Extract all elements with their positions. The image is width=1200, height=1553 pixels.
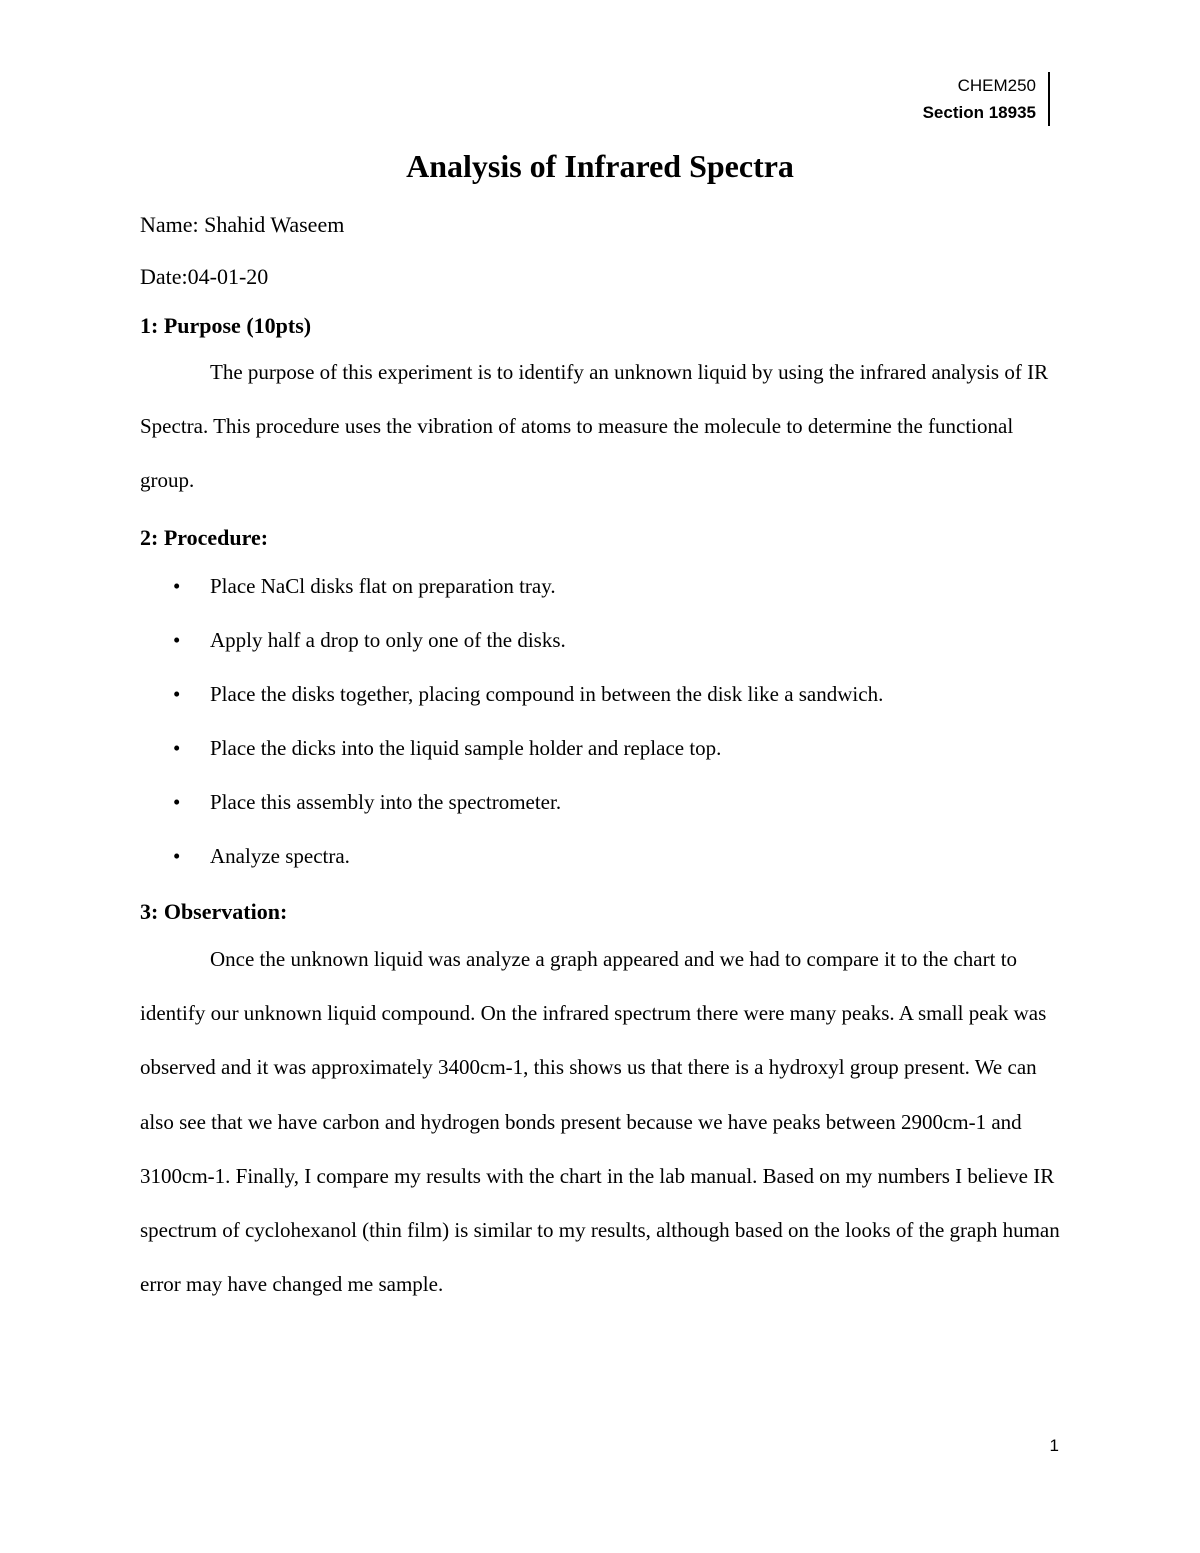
purpose-heading: 1: Purpose (10pts) (140, 313, 312, 338)
procedure-step: Apply half a drop to only one of the disks. (210, 628, 566, 652)
observation-paragraph: Once the unknown liquid was analyze a graph appeared and we had to compare it to the chart to identify our unknown liquid compound. On the infrared spectrum there were many peaks. A small peak was observed and it was approximately 3400cm-1, this shows us that there is a hydroxyl group present. We can also see that we have carbon and hydrogen bonds present because we have peaks between 2900cm-1 and 3100cm-1. Finally, I compare my results with the chart in the lab manual. Based on my numbers I believe IR spectrum of cyclohexanol (thin film) is similar to my results, although based on the looks of the graph human error may have changed me sample. (140, 947, 1060, 1297)
procedure-list (140, 572, 1065, 896)
procedure-step: Place the disks together, placing compound in between the disk like a sandwich. (210, 682, 884, 706)
report-date: Date:04-01-20 (140, 264, 269, 289)
list-item (140, 572, 1065, 626)
student-name: Name: Shahid Waseem (140, 212, 345, 237)
bullet-icon: • (173, 574, 181, 598)
list-item (140, 788, 1065, 842)
list-item (140, 680, 1065, 734)
bullet-icon: • (173, 790, 181, 814)
procedure-step: Place NaCl disks flat on preparation tray. (210, 574, 556, 598)
list-item (140, 842, 1065, 896)
procedure-step: Place the dicks into the liquid sample holder and replace top. (210, 736, 722, 760)
procedure-step: Analyze spectra. (210, 844, 350, 868)
procedure-heading: 2: Procedure: (140, 525, 269, 550)
page-number: 1 (1049, 1436, 1059, 1455)
document-title: Analysis of Infrared Spectra (406, 148, 794, 184)
bullet-icon: • (173, 844, 181, 868)
purpose-paragraph: The purpose of this experiment is to identify an unknown liquid by using the infrared analysis of IR Spectra. This procedure uses the vibration of atoms to measure the molecule to determine the functional group. (140, 360, 1049, 493)
observation-heading: 3: Observation: (140, 899, 288, 924)
procedure-step: Place this assembly into the spectrometer. (210, 790, 562, 814)
page-header (923, 72, 1050, 126)
bullet-icon: • (173, 682, 181, 706)
section-number: Section 18935 (922, 103, 1036, 122)
bullet-icon: • (173, 736, 181, 760)
list-item (140, 734, 1065, 788)
bullet-icon: • (173, 628, 181, 652)
course-code: CHEM250 (957, 76, 1036, 95)
list-item (140, 626, 1065, 680)
